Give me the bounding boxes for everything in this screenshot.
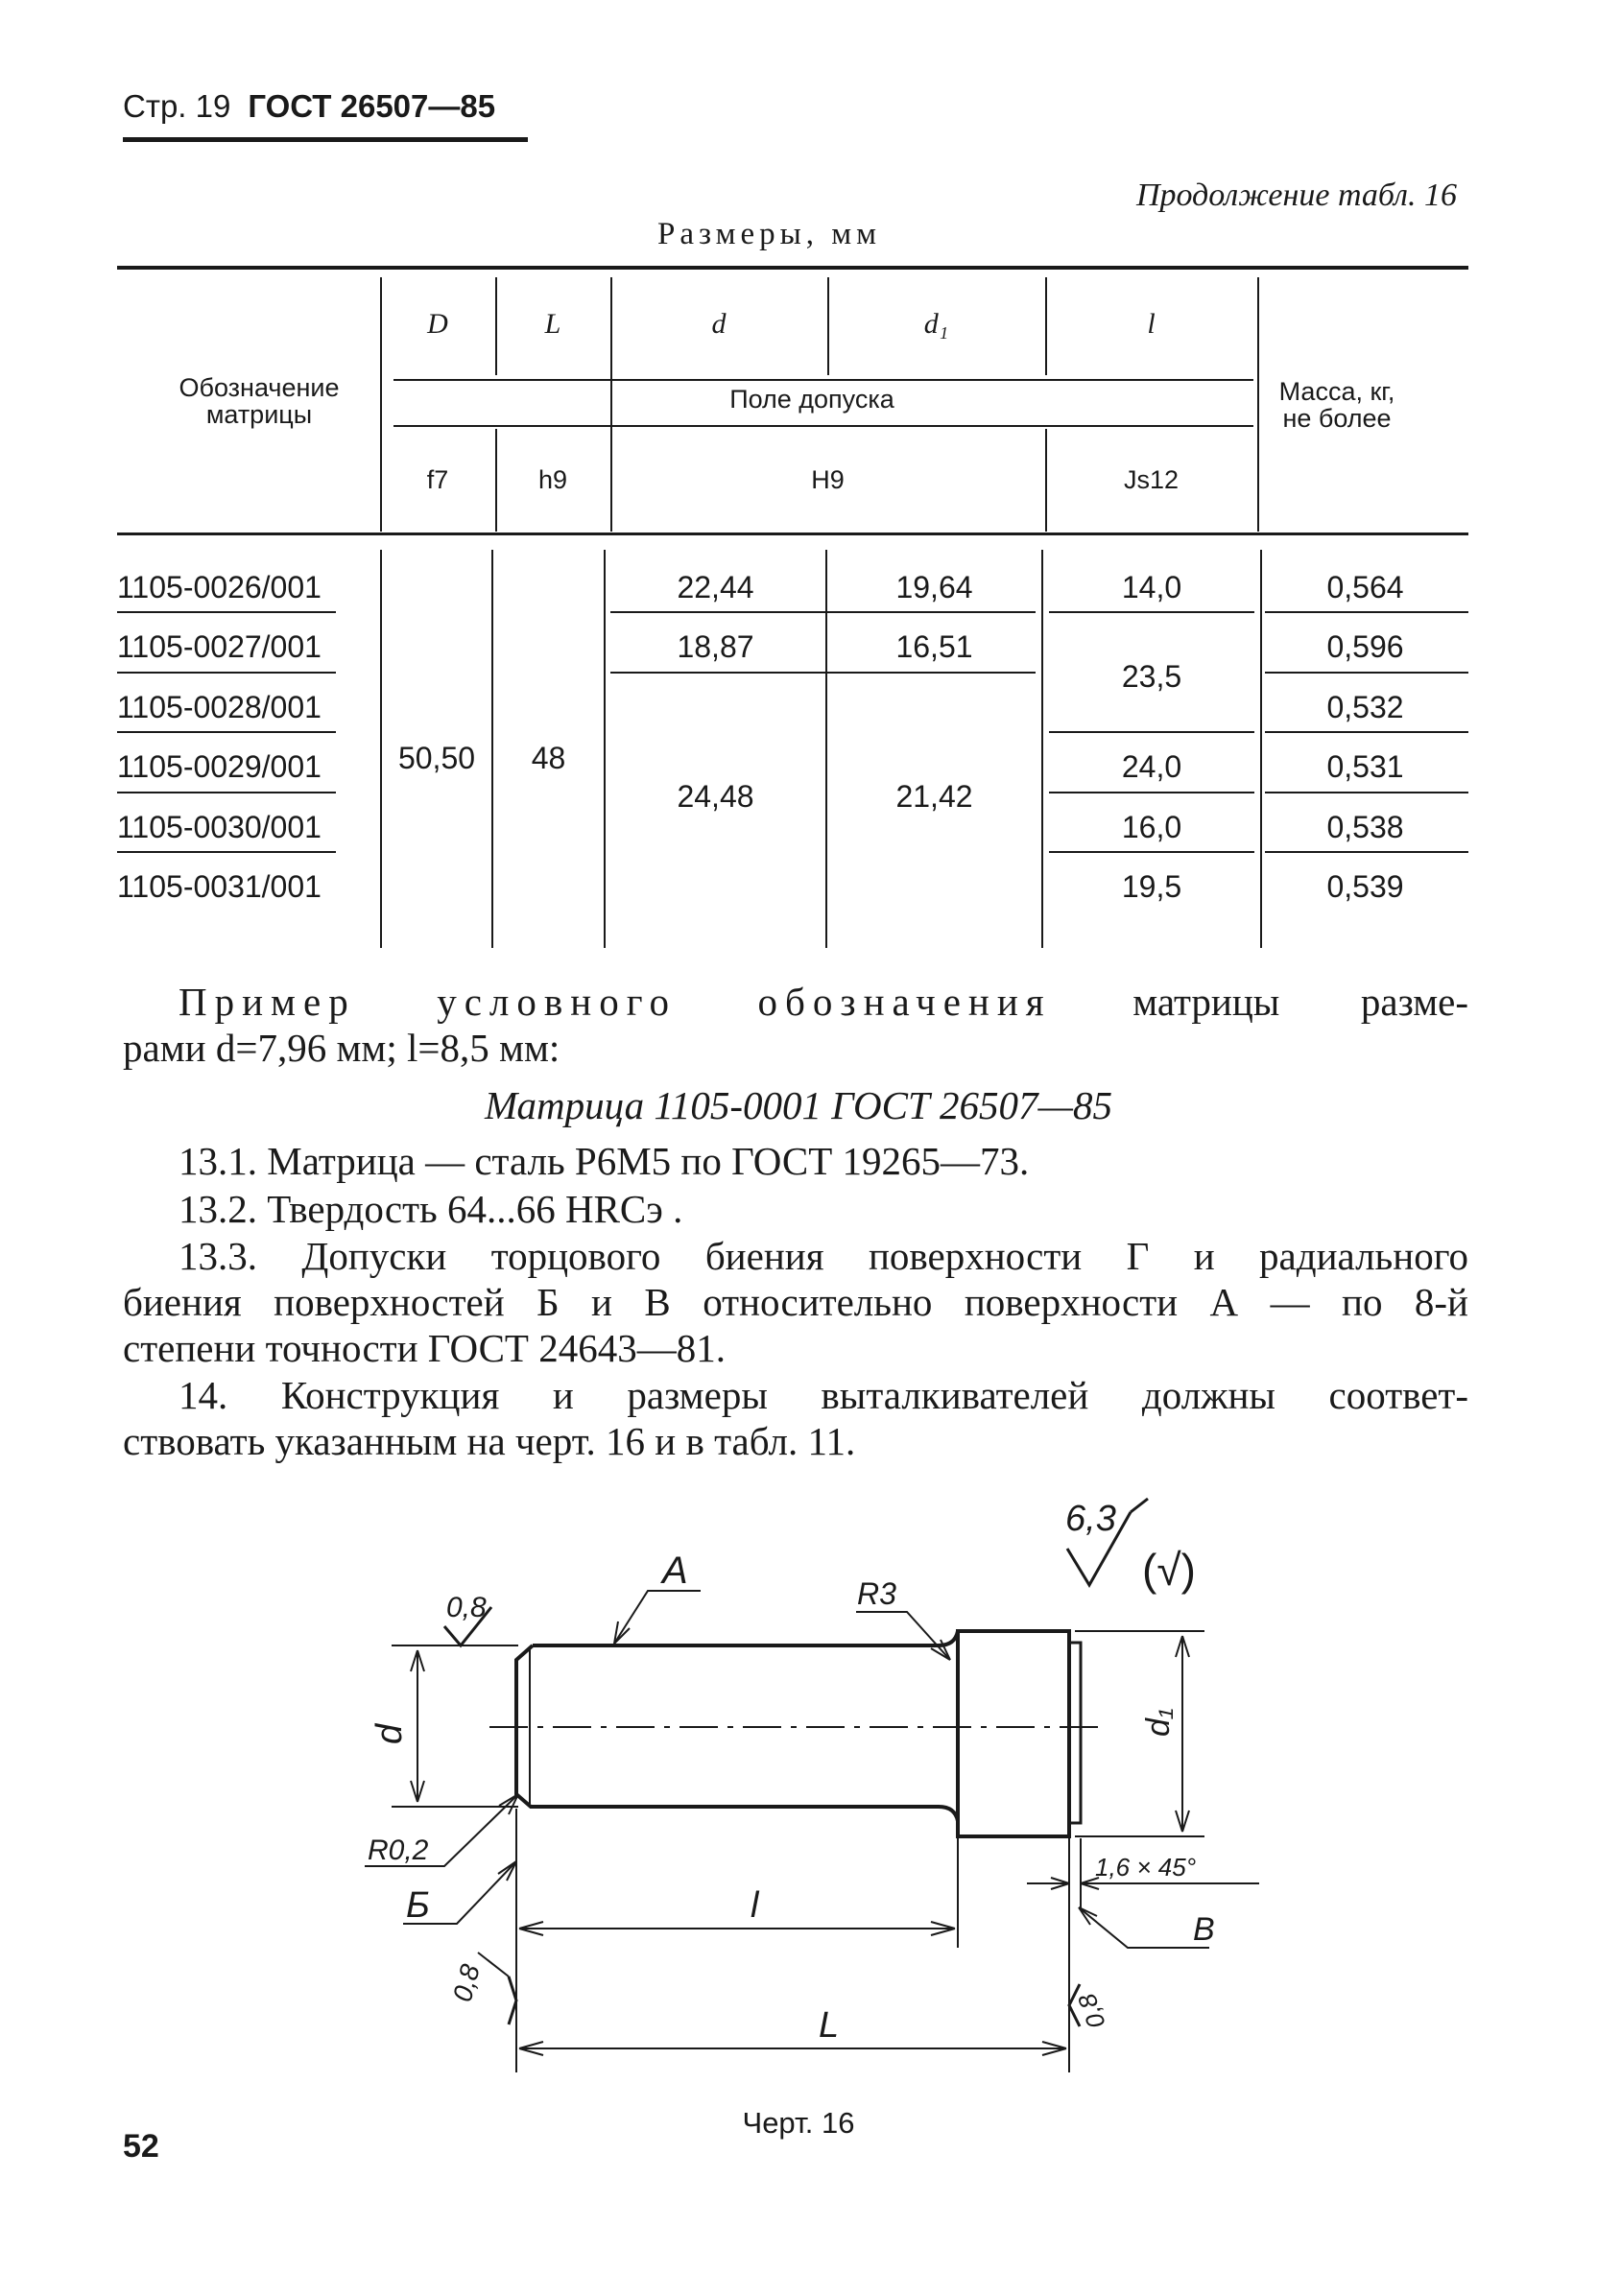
cell-D: 50,50 bbox=[397, 741, 476, 775]
cell-mass: 0,538 bbox=[1326, 810, 1404, 844]
page-number: 52 bbox=[123, 2128, 159, 2165]
chamfer-label: 1,6 × 45° bbox=[1095, 1853, 1197, 1882]
row-designation: 1105-0027/001 bbox=[117, 629, 322, 664]
dim-L-label: L bbox=[819, 2005, 840, 2046]
example-line-2: рами d=7,96 мм; l=8,5 мм: bbox=[123, 1026, 560, 1070]
header-d1: d₁ bbox=[923, 308, 949, 340]
paragraph-13-3: 13.3. Допуски торцового биения поверхности Г и радиального bbox=[179, 1234, 1468, 1278]
cell-l: 23,5 bbox=[1121, 659, 1182, 694]
paragraph-13-3-cont: биения поверхностей Б и В относительно поверхности А — по 8-й bbox=[123, 1280, 1468, 1324]
figure-caption: Черт. 16 bbox=[742, 2106, 855, 2140]
paragraph-13-2: 13.2. Твердость 64...66 HRCэ . bbox=[179, 1187, 683, 1231]
tol-D: f7 bbox=[426, 465, 449, 494]
header-tolerance-field: Поле допуска bbox=[729, 385, 894, 414]
ejector-drawing bbox=[0, 1478, 1597, 2092]
example-word: условного bbox=[437, 980, 677, 1024]
tol-L: h9 bbox=[537, 465, 568, 494]
dim-d1-label: d₁ bbox=[1140, 1708, 1177, 1737]
example-word: матрицы bbox=[1132, 980, 1280, 1024]
head-outline bbox=[958, 1631, 1069, 1836]
header-rule bbox=[123, 137, 528, 142]
paragraph-13-3-end: степени точности ГОСТ 24643—81. bbox=[123, 1326, 726, 1370]
page-header bbox=[123, 88, 495, 125]
cell-d1: 21,42 bbox=[895, 779, 973, 814]
shaft-top-edge bbox=[533, 1631, 958, 1645]
cell-l: 16,0 bbox=[1121, 810, 1182, 844]
standard-label: ГОСТ 26507—85 bbox=[248, 88, 496, 124]
header-l: l bbox=[1147, 308, 1156, 340]
label-R02: R0,2 bbox=[368, 1834, 429, 1866]
dim-d-label: d bbox=[369, 1723, 410, 1744]
cell-d: 24,48 bbox=[677, 779, 754, 814]
cell-mass: 0,539 bbox=[1326, 869, 1404, 904]
header-D: D bbox=[427, 308, 448, 340]
cell-d: 22,44 bbox=[677, 570, 754, 604]
roughness-08-top: 0,8 bbox=[446, 1592, 487, 1623]
example-word: разме- bbox=[1360, 980, 1468, 1024]
row-designation: 1105-0029/001 bbox=[117, 749, 322, 784]
paragraph-14: 14. Конструкция и размеры выталкивателей должны соответ- bbox=[179, 1373, 1468, 1417]
label-B-cyr: Б bbox=[406, 1885, 430, 1926]
example-designation: Матрица 1105-0001 ГОСТ 26507—85 bbox=[484, 1083, 1113, 1127]
label-A: А bbox=[662, 1550, 688, 1592]
cell-l: 14,0 bbox=[1121, 570, 1182, 604]
roughness-08-left: 0,8 bbox=[446, 1960, 486, 2005]
header-d: d bbox=[711, 308, 727, 340]
cell-d1: 16,51 bbox=[895, 629, 973, 664]
table-units: Размеры, мм bbox=[657, 217, 882, 251]
roughness-08-right: 0,8 bbox=[1072, 1989, 1111, 2033]
table-continuation: Продолжение табл. 16 bbox=[1135, 178, 1457, 213]
cell-mass: 0,564 bbox=[1326, 570, 1404, 604]
header-designation: Обозначение матрицы bbox=[179, 373, 340, 430]
tol-d: H9 bbox=[811, 465, 845, 494]
row-designation: 1105-0030/001 bbox=[117, 810, 322, 844]
example-word: обозначения bbox=[757, 980, 1052, 1024]
example-line-1 bbox=[179, 979, 1468, 1025]
cell-mass: 0,531 bbox=[1326, 749, 1404, 784]
paragraph-14-cont: ствовать указанным на черт. 16 и в табл. 11. bbox=[123, 1419, 856, 1463]
cell-d1: 19,64 bbox=[895, 570, 973, 604]
row-designation: 1105-0031/001 bbox=[117, 869, 322, 904]
example-word: Пример bbox=[179, 980, 356, 1024]
cell-L: 48 bbox=[531, 741, 566, 775]
tol-l: Js12 bbox=[1123, 465, 1180, 494]
table-head-rule bbox=[117, 533, 1468, 535]
paragraph-13-1: 13.1. Матрица — сталь Р6М5 по ГОСТ 19265—73. bbox=[179, 1139, 1030, 1183]
cell-l: 24,0 bbox=[1121, 749, 1182, 784]
cell-l: 19,5 bbox=[1121, 869, 1182, 904]
cell-d: 18,87 bbox=[677, 629, 754, 664]
row-designation: 1105-0026/001 bbox=[117, 570, 322, 604]
roughness-other-label: (√) bbox=[1142, 1545, 1196, 1595]
table-top-rule bbox=[117, 266, 1468, 270]
label-V: В bbox=[1193, 1911, 1215, 1948]
header-mass: Масса, кг, не более bbox=[1278, 377, 1395, 434]
row-designation: 1105-0028/001 bbox=[117, 690, 322, 724]
cell-mass: 0,596 bbox=[1326, 629, 1404, 664]
roughness-main-label: 6,3 bbox=[1065, 1499, 1116, 1539]
header-L: L bbox=[544, 308, 561, 340]
dim-l-label: l bbox=[751, 1885, 759, 1926]
shaft-outline bbox=[516, 1645, 958, 1821]
label-R3: R3 bbox=[857, 1576, 896, 1611]
page-label: Стр. 19 bbox=[123, 88, 231, 124]
cell-mass: 0,532 bbox=[1326, 690, 1404, 724]
